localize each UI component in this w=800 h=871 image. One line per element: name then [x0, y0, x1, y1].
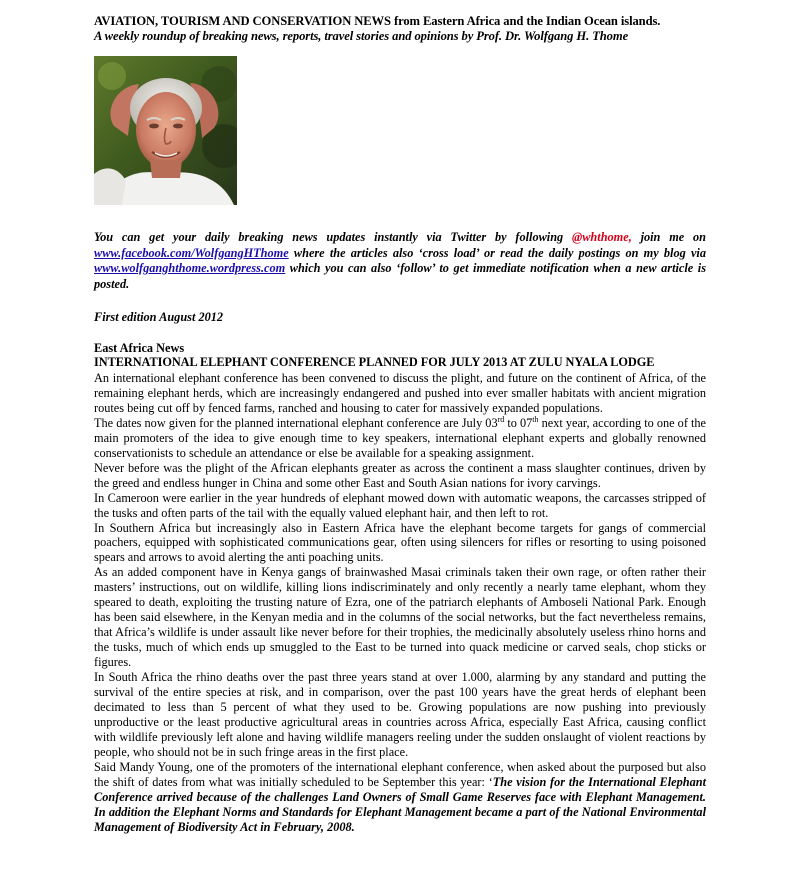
- newsletter-title: AVIATION, TOURISM AND CONSERVATION NEWS from Eastern Africa and the Indian Ocean islands.: [94, 14, 661, 28]
- author-photo: [94, 56, 237, 205]
- paragraph: As an added component have in Kenya gangs of brainwashed Masai criminals taken their own rage, or often rather their masters’ instructions, out on wildlife, killing lions indiscriminately and only recently a nearly tame elephant, whom they speared to death, exploiting the trusting nature of Ezra, one of the patriarch elephants of Amboseli National Park. Enough has been said elsewhere, in the Kenyan media and in the columns of the social networks, but the fact nevertheless remains, that Africa’s wildlife is under assault like never before for their trophies, the medicinally absolutely useless rhino horns and the tusks, much of which ends up smuggled to the East to be turned into quack medicine or carved seals, chop sticks or figures.: [94, 565, 706, 670]
- paragraph-text: to 07: [504, 415, 533, 430]
- facebook-link[interactable]: www.facebook.com/WolfgangHThome: [94, 245, 289, 260]
- newsletter-subtitle: A weekly roundup of breaking news, reports, travel stories and opinions by Prof. Dr. Wolfgang H. Thome: [94, 29, 629, 43]
- paragraph: In Cameroon were earlier in the year hundreds of elephant mowed down with automatic weapons, the carcasses stripped of the tusks and often parts of the tail with the equally valued elephant hair, and then left to rot.: [94, 490, 706, 520]
- paragraph: Never before was the plight of the African elephants greater as across the continent a mass slaughter continues, driven by the greed and endless hunger in China and some other East and South Asian nations for ivory carvings.: [94, 460, 706, 490]
- ordinal-suffix: rd: [497, 414, 505, 424]
- follow-text-2: join me on: [631, 230, 706, 244]
- paragraph-text: Said Mandy Young, one of the promoters of the international elephant conference, when asked about the purposed but also the shift of dates from what was initially scheduled to be September this year: ‘: [94, 759, 706, 789]
- paragraph-text: next year, according to one of the main promoters of the idea to give enough time to key speakers, international elephant experts and globally renowned conservationists to schedule an attendance or else be available for a speaking assignment.: [94, 415, 707, 460]
- paragraph: In Southern Africa but increasingly also in Eastern Africa have the elephant become targets for gangs of commercial poachers, equipped with sophisticated communications gear, often using silencers for rifles or resorting to using poisoned spears and arrows to avoid alerting the anti poaching units.: [94, 520, 706, 565]
- twitter-handle[interactable]: @whthome,: [572, 230, 632, 244]
- edition-line: First edition August 2012: [94, 310, 224, 324]
- paragraph: [94, 760, 706, 835]
- quote-text: The vision for the International Elephant Conference arrived because of the challenges Land Owners of Small Game Reserves face with Elephant Management. In addition the Elephant Norms and Standards for Elephant Management became a part of the National Environmental Management of Biodiversity Act in February, 2008.: [94, 774, 706, 834]
- paragraph: In South Africa the rhino deaths over the past three years stand at over 1.000, alarming by any standard and putting the survival of the entire species at risk, and in comparison, over the past 100 years have the great herds of elephant been decimated to less than 5 percent of what they used to be. Growing populations are now pushing into previously unproductive or the least productive agricultural areas in countries across Africa, especially East Africa, causing conflict with wildlife previously left alone and having wildlife managers reeling under the sudden onslaught of violent reactions by people, who should not be in such fringe areas in the first place.: [94, 670, 706, 759]
- article-body: [94, 371, 706, 835]
- author-portrait-image: [94, 56, 237, 205]
- blog-link[interactable]: www.wolfganghthome.wordpress.com: [94, 261, 286, 275]
- follow-text-3: where the articles also ‘cross load’ or read the daily postings on my blog via: [288, 245, 706, 260]
- paragraph: An international elephant conference has been convened to discuss the plight, and future on the continent of Africa, of the remaining elephant herds, which are increasingly endangered and pushed into ever smaller habitats with ancient migration routes being cut off by fenced farms, ranched and housing to cater for massively expanded populations.: [94, 371, 706, 415]
- paragraph-text: The dates now given for the planned international elephant conference are July 03: [94, 415, 498, 430]
- article-headline: INTERNATIONAL ELEPHANT CONFERENCE PLANNED FOR JULY 2013 AT ZULU NYALA LODGE: [94, 355, 655, 369]
- follow-text-4: which you can also ‘follow’ to get immediate notification when a new article is posted.: [94, 261, 706, 291]
- document-page: [94, 14, 707, 834]
- section-heading: East Africa News: [94, 341, 185, 355]
- follow-text-1: You can get your daily breaking news updates instantly via Twitter by following: [94, 230, 572, 244]
- ordinal-suffix: th: [532, 414, 539, 424]
- social-follow-note: [94, 230, 706, 292]
- paragraph: [94, 416, 706, 461]
